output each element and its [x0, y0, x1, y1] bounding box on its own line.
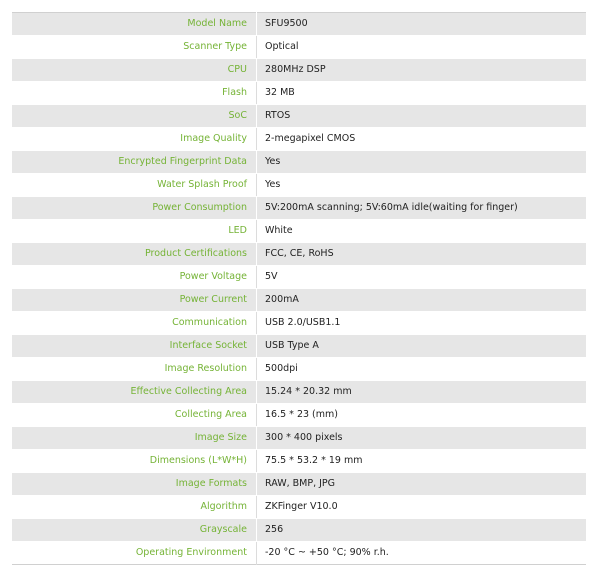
spec-label: Collecting Area	[12, 404, 257, 427]
spec-row-soc	[12, 105, 586, 128]
spec-value: 300 * 400 pixels	[257, 427, 587, 450]
spec-value: 200mA	[257, 289, 587, 312]
spec-label: Scanner Type	[12, 36, 257, 59]
spec-value: 15.24 * 20.32 mm	[257, 381, 587, 404]
spec-value: USB 2.0/USB1.1	[257, 312, 587, 335]
spec-row-model-name	[12, 13, 586, 36]
spec-label: Model Name	[12, 13, 257, 36]
spec-value: RTOS	[257, 105, 587, 128]
spec-label: Encrypted Fingerprint Data	[12, 151, 257, 174]
spec-label: Image Size	[12, 427, 257, 450]
spec-row-communication	[12, 312, 586, 335]
spec-label: Grayscale	[12, 519, 257, 542]
spec-row-power-voltage	[12, 266, 586, 289]
spec-value: SFU9500	[257, 13, 587, 36]
spec-row-algorithm	[12, 496, 586, 519]
spec-label: Interface Socket	[12, 335, 257, 358]
spec-value: 5V:200mA scanning; 5V:60mA idle(waiting for finger)	[257, 197, 587, 220]
spec-row-flash	[12, 82, 586, 105]
spec-label: Algorithm	[12, 496, 257, 519]
spec-table-body	[12, 13, 586, 565]
spec-label: Effective Collecting Area	[12, 381, 257, 404]
spec-row-encrypted-fingerprint-data	[12, 151, 586, 174]
spec-value: 16.5 * 23 (mm)	[257, 404, 587, 427]
spec-label: Image Resolution	[12, 358, 257, 381]
spec-row-product-certifications	[12, 243, 586, 266]
spec-value: ZKFinger V10.0	[257, 496, 587, 519]
spec-row-image-size	[12, 427, 586, 450]
spec-value: 5V	[257, 266, 587, 289]
spec-value: 256	[257, 519, 587, 542]
spec-value: RAW, BMP, JPG	[257, 473, 587, 496]
spec-value: -20 °C ~ +50 °C; 90% r.h.	[265, 547, 389, 558]
spec-label: Product Certifications	[12, 243, 257, 266]
spec-row-power-consumption	[12, 197, 586, 220]
spec-row-grayscale	[12, 519, 586, 542]
spec-row-effective-collecting-area	[12, 381, 586, 404]
spec-label: Power Consumption	[12, 197, 257, 220]
spec-label: LED	[12, 220, 257, 243]
spec-label: Image Quality	[12, 128, 257, 151]
spec-row-interface-socket	[12, 335, 586, 358]
spec-label: Communication	[12, 312, 257, 335]
spec-row-power-current	[12, 289, 586, 312]
spec-value: 280MHz DSP	[257, 59, 587, 82]
spec-label: Flash	[12, 82, 257, 105]
spec-row-image-quality	[12, 128, 586, 151]
spec-table	[12, 12, 586, 565]
spec-label: Dimensions (L*W*H)	[12, 450, 257, 473]
spec-value: White	[257, 220, 587, 243]
spec-value: Yes	[257, 174, 587, 197]
spec-row-water-splash-proof	[12, 174, 586, 197]
spec-row-cpu	[12, 59, 586, 82]
spec-label: Water Splash Proof	[12, 174, 257, 197]
spec-label: CPU	[12, 59, 257, 82]
spec-value: USB Type A	[257, 335, 587, 358]
spec-value: FCC, CE, RoHS	[257, 243, 587, 266]
spec-row-led	[12, 220, 586, 243]
spec-label: Power Voltage	[12, 266, 257, 289]
spec-label: Operating Environment	[12, 542, 257, 565]
spec-row-collecting-area	[12, 404, 586, 427]
spec-label: Image Formats	[12, 473, 257, 496]
spec-value: 32 MB	[257, 82, 587, 105]
spec-value: 75.5 * 53.2 * 19 mm	[257, 450, 587, 473]
spec-value: 2-megapixel CMOS	[257, 128, 587, 151]
spec-row-image-formats	[12, 473, 586, 496]
spec-value: 500dpi	[257, 358, 587, 381]
spec-row-dimensions	[12, 450, 586, 473]
spec-label: SoC	[12, 105, 257, 128]
spec-value: Yes	[257, 151, 587, 174]
spec-label: Power Current	[12, 289, 257, 312]
spec-row-image-resolution	[12, 358, 586, 381]
spec-row-operating-environment	[12, 542, 586, 565]
spec-value: Optical	[257, 36, 587, 59]
spec-row-scanner-type	[12, 36, 586, 59]
